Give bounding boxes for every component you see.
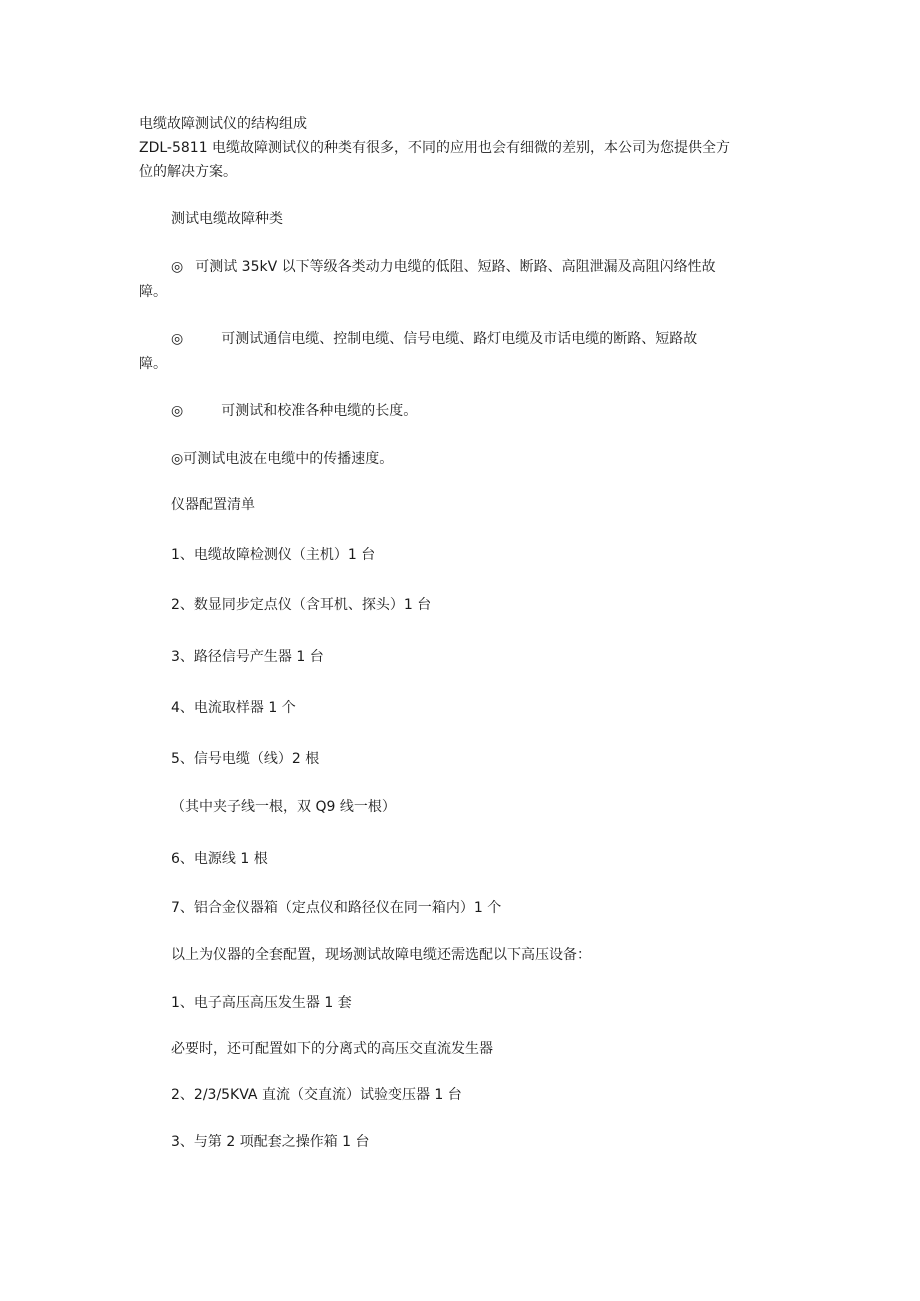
config-item-6: 6、电源线 1 根	[171, 851, 268, 867]
bullet-icon: ◎	[171, 403, 184, 419]
hv-item-2: 2、2/3/5KVA 直流（交直流）试验变压器 1 台	[171, 1087, 462, 1103]
bullet-icon: ◎	[171, 451, 184, 467]
fault-item-text: 可测试和校准各种电缆的长度。	[221, 403, 418, 419]
hv-note: 以上为仪器的全套配置，现场测试故障电缆还需选配以下高压设备：	[171, 947, 591, 963]
config-item-7: 7、铝合金仪器箱（定点仪和路径仪在同一箱内）1 个	[171, 900, 502, 916]
bullet-icon: ◎	[171, 259, 184, 275]
fault-item-1-continued: 障。	[139, 284, 167, 300]
bullet-icon: ◎	[171, 331, 184, 347]
fault-item-text: 可测试 35kV 以下等级各类动力电缆的低阻、短路、断路、高阻泄漏及高阻闪络性故	[195, 259, 716, 275]
config-item-4: 4、电流取样器 1 个	[171, 700, 296, 716]
config-item-1: 1、电缆故障检测仪（主机）1 台	[171, 547, 376, 563]
fault-item-2	[171, 329, 697, 349]
hv-item-1: 1、电子高压高压发生器 1 套	[171, 995, 352, 1011]
fault-item-text: 可测试通信电缆、控制电缆、信号电缆、路灯电缆及市话电缆的断路、短路故	[221, 331, 698, 347]
fault-item-2-continued: 障。	[139, 356, 167, 372]
fault-item-3	[171, 401, 417, 421]
section-heading-config: 仪器配置清单	[171, 497, 255, 513]
intro-line-1: ZDL-5811 电缆故障测试仪的种类有很多，不同的应用也会有细微的差别，本公司为您提供全方	[139, 140, 731, 156]
config-item-5: 5、信号电缆（线）2 根	[171, 751, 320, 767]
hv-item-3: 3、与第 2 项配套之操作箱 1 台	[171, 1134, 370, 1150]
intro-line-2: 位的解决方案。	[139, 164, 237, 180]
config-item-3: 3、路径信号产生器 1 台	[171, 649, 324, 665]
config-item-5-note: （其中夹子线一根，双 Q9 线一根）	[171, 799, 396, 815]
hv-note-2: 必要时，还可配置如下的分离式的高压交直流发生器	[171, 1041, 493, 1057]
fault-item-1	[171, 257, 716, 277]
config-item-2: 2、数显同步定点仪（含耳机、探头）1 台	[171, 597, 432, 613]
section-heading-fault-types: 测试电缆故障种类	[171, 211, 283, 227]
fault-item-4	[171, 449, 393, 469]
document-title: 电缆故障测试仪的结构组成	[139, 116, 307, 132]
fault-item-text: 可测试电波在电缆中的传播速度。	[183, 451, 394, 467]
